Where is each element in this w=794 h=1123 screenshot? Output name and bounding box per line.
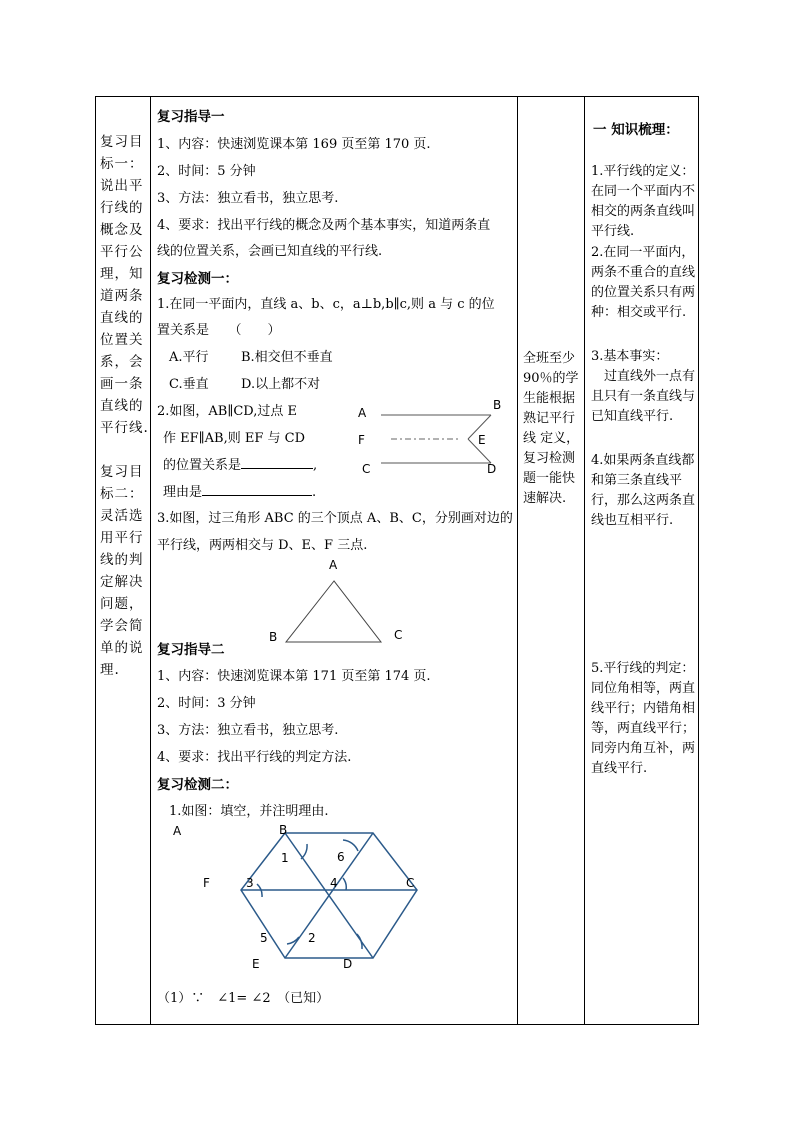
test1-q2: 理由是 . [163, 485, 317, 500]
hex-label-b: B [279, 823, 288, 837]
objectives-column [96, 97, 151, 1024]
guide1-item: 线的位置关系，会画已知直线的平行线. [157, 244, 383, 259]
fig1-label-e: E [478, 433, 486, 447]
knowledge-item-2: 2.在同一平面内，两条不重合的直线的位置关系只有两种：相交或平行. [591, 245, 696, 320]
fig1-label-f: F [358, 433, 365, 447]
fig1-label-c: C [362, 462, 371, 476]
fig2-label-c: C [394, 628, 403, 642]
test2-answer-1: （1）∵ ∠1= ∠2 （已知） [157, 991, 330, 1006]
guide1-item: 1、内容：快速浏览课本第 169 页至第 170 页. [157, 137, 431, 152]
knowledge-column [585, 97, 699, 1024]
answer-blank[interactable] [241, 456, 313, 469]
guide2-item: 3、方法：独立看书，独立思考. [157, 723, 339, 738]
objective-1: 复习目 标一： 说出平 行线的 概念及 平行公 理，知 道两条 直线的 位置关 系，会 画一条 直线的 平行线. [100, 134, 149, 436]
angle-label-1: 1 [281, 851, 289, 865]
main-content-column [151, 97, 518, 1024]
fig1-label-d: D [487, 462, 497, 476]
knowledge-item-4: 4.如果两条直线都和第三条直线平行，那么这两条直线也互相平行. [591, 453, 696, 528]
hexagon-figure [161, 823, 431, 973]
option-c: C.垂直 [169, 377, 209, 392]
knowledge-item-1: 1.平行线的定义：在同一个平面内不相交的两条直线叫平行线. [591, 164, 696, 239]
objective-2: 复习目 标二： 灵活选 用平行 线的判 定解决 问题， 学会简 单的说 理. [100, 464, 144, 678]
guide2-item: 4、要求：找出平行线的判定方法. [157, 750, 352, 765]
knowledge-item-5: 5.平行线的判定：同位角相等，两直线平行；内错角相等，两直线平行；同旁内角互补，两直线平行. [591, 661, 696, 776]
guide1-item: 4、要求：找出平行线的概念及两个基本事实，知道两条直 [157, 218, 491, 233]
q2-relation-text: 的位置关系是 [163, 458, 242, 473]
angle-label-6: 6 [337, 850, 345, 864]
test1-q2: 的位置关系是 , [163, 458, 318, 473]
goal-column [518, 97, 585, 1024]
angle-label-3: 3 [246, 876, 254, 890]
fig1-label-b: B [493, 398, 502, 412]
fig2-label-a: A [329, 558, 338, 572]
test1-q1: 置关系是 （ ） [157, 323, 281, 338]
angle-label-5: 5 [260, 931, 268, 945]
test1-q1: 1.在同一平面内，直线 a、b、c，a⊥b,b∥c,则 a 与 c 的位 [157, 297, 495, 312]
hex-label-d: D [343, 957, 353, 971]
angle-label-4: 4 [330, 876, 338, 890]
knowledge-title: 一 知识梳理： [593, 122, 679, 138]
hex-label-e: E [252, 957, 260, 971]
lesson-table [95, 96, 699, 1025]
knowledge-item-3: 过直线外一点有且只有一条直线与已知直线平行. [591, 369, 696, 424]
fig2-label-b: B [269, 630, 278, 644]
triangle-figure [261, 557, 411, 647]
test1-q2: 作 EF∥AB,则 EF 与 CD [163, 431, 305, 446]
guide2-item: 1、内容：快速浏览课本第 171 页至第 174 页. [157, 669, 431, 684]
option-d: D.以上都不对 [241, 377, 321, 392]
test2-q1: 1.如图：填空，并注明理由. [169, 804, 329, 819]
angle-label-2: 2 [308, 931, 316, 945]
test2-title: 复习检测二： [157, 777, 238, 793]
test1-q3: 3.如图，过三角形 ABC 的三个顶点 A、B、C，分别画对边的 [157, 511, 513, 526]
test1-title: 复习检测一： [157, 271, 238, 287]
q2-reason-text: 理由是 [163, 485, 203, 500]
hex-label-f: F [203, 876, 210, 890]
test1-q2: 2.如图，AB∥CD,过点 E [157, 404, 298, 419]
goal-text: 全班至少 90％的学生能根据熟记平行线 定义，复习检测题一能快速解决. [523, 351, 580, 506]
guide2-title: 复习指导二 [157, 642, 225, 658]
option-a: A.平行 [169, 350, 209, 365]
hex-label-c: C [406, 876, 415, 890]
knowledge-item-3-title: 3.基本事实： [591, 349, 669, 364]
guide1-title: 复习指导一 [157, 109, 225, 125]
guide1-item: 2、时间：5 分钟 [157, 164, 256, 179]
fig1-label-a: A [358, 406, 367, 420]
answer-blank[interactable] [202, 483, 312, 496]
test1-q3: 平行线，两两相交与 D、E、F 三点. [157, 538, 368, 553]
guide2-item: 2、时间：3 分钟 [157, 696, 256, 711]
guide1-item: 3、方法：独立看书，独立思考. [157, 191, 339, 206]
option-b: B.相交但不垂直 [241, 350, 333, 365]
hex-label-a: A [173, 824, 182, 838]
parallel-lines-figure [356, 397, 516, 487]
